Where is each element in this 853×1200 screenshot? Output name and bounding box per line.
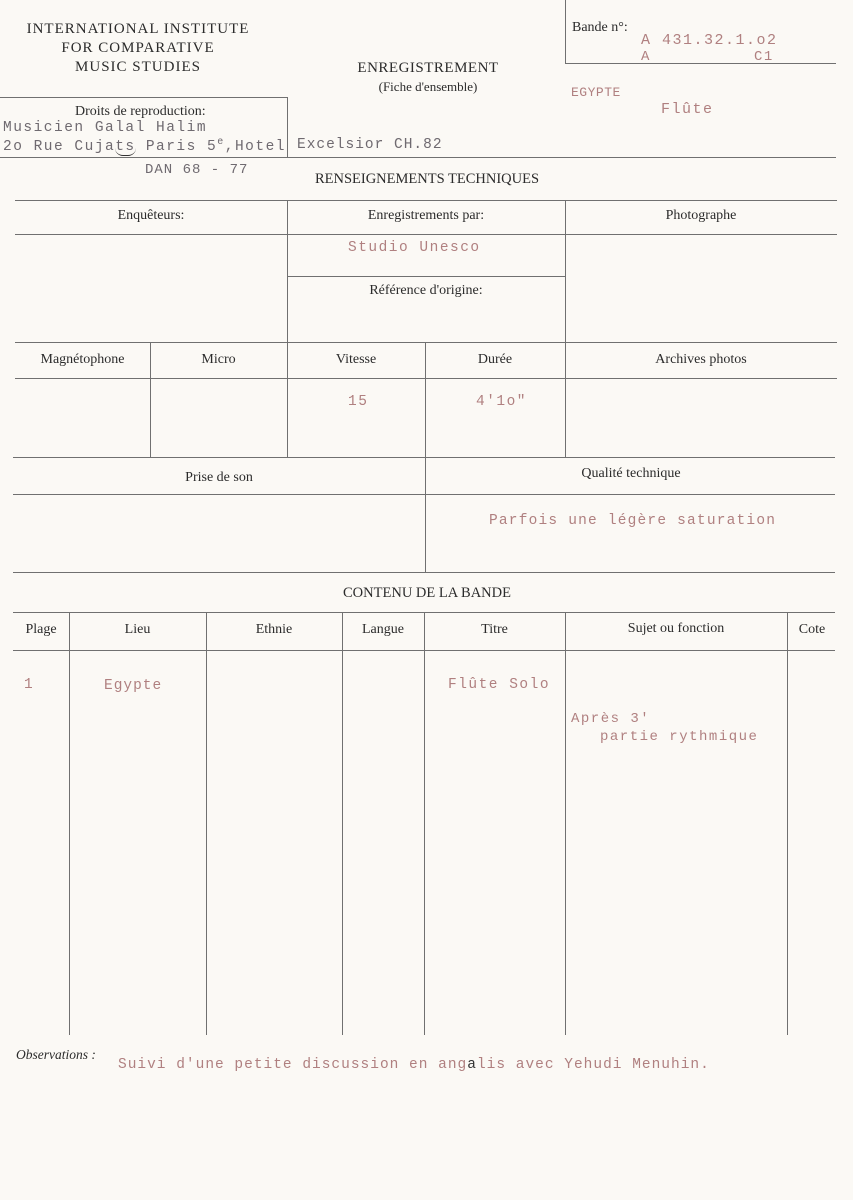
duree-value: 4'1o" bbox=[476, 394, 528, 410]
institute-line-3: MUSIC STUDIES bbox=[75, 59, 201, 75]
magnetophone-label: Magnétophone bbox=[40, 352, 125, 367]
reference-label: Référence d'origine: bbox=[369, 283, 483, 298]
tech-line-5 bbox=[13, 457, 835, 458]
observations-text-end: lis avec Yehudi Menuhin. bbox=[476, 1057, 710, 1073]
bande-sub-right: C1 bbox=[754, 49, 774, 65]
micro-label: Micro bbox=[201, 352, 236, 367]
qualite-value: Parfois une légère saturation bbox=[489, 513, 777, 529]
row-lieu: Egypte bbox=[104, 678, 163, 694]
col-titre: Titre bbox=[481, 622, 508, 637]
prise-de-son-label: Prise de son bbox=[185, 470, 253, 485]
tech-line-6 bbox=[13, 494, 835, 495]
country: EGYPTE bbox=[571, 85, 621, 100]
institute-line-1: INTERNATIONAL INSTITUTE bbox=[26, 21, 250, 37]
enregistrements-value: Studio Unesco bbox=[348, 240, 481, 256]
contents-vline-2 bbox=[206, 612, 207, 1035]
contents-section-title: CONTENU DE LA BANDE bbox=[343, 585, 511, 601]
bande-box-bottom-border bbox=[565, 63, 836, 64]
bande-label: Bande n°: bbox=[572, 20, 628, 35]
col-cote: Cote bbox=[798, 622, 826, 637]
enqueteurs-label: Enquêteurs: bbox=[117, 208, 185, 223]
rights-line-2-start: 2o Rue Cuja bbox=[3, 138, 116, 155]
rights-label: Droits de reproduction: bbox=[75, 104, 206, 119]
tech-line-2 bbox=[15, 234, 837, 235]
contents-vline-6 bbox=[787, 612, 788, 1035]
vitesse-label: Vitesse bbox=[335, 352, 377, 367]
qualite-label: Qualité technique bbox=[581, 466, 681, 481]
rights-line-1: Musicien Galal Halim bbox=[3, 120, 208, 136]
rights-line-2 bbox=[3, 137, 286, 155]
col-sujet: Sujet ou fonction bbox=[627, 621, 725, 636]
institute-line-2: FOR COMPARATIVE bbox=[61, 40, 215, 56]
dan-reference: DAN 68 - 77 bbox=[145, 162, 249, 178]
enregistrements-label: Enregistrements par: bbox=[367, 208, 485, 223]
rights-line-2-continued: Excelsior CH.82 bbox=[297, 137, 443, 153]
row-sujet-line-1: Après 3' bbox=[571, 711, 651, 727]
tech-line-4 bbox=[15, 378, 837, 379]
contents-vline-3 bbox=[342, 612, 343, 1035]
bande-number: A 431.32.1.o2 bbox=[641, 32, 778, 49]
col-langue: Langue bbox=[362, 622, 404, 637]
observations-label: Observations : bbox=[16, 1047, 96, 1062]
archives-photos-label: Archives photos bbox=[655, 352, 747, 367]
contents-vline-5 bbox=[565, 612, 566, 1035]
photographe-label: Photographe bbox=[665, 208, 737, 223]
contents-vline-4 bbox=[424, 612, 425, 1035]
rights-line-2-end: ,Hotel bbox=[224, 138, 286, 155]
technical-section-title: RENSEIGNEMENTS TECHNIQUES bbox=[314, 171, 540, 187]
bande-sub-left: A bbox=[641, 49, 651, 65]
row-plage: 1 bbox=[24, 677, 35, 693]
col-plage: Plage bbox=[25, 622, 57, 637]
rights-bottom-border bbox=[0, 157, 836, 158]
rights-superscript: e bbox=[217, 137, 225, 148]
card-subtitle: (Fiche d'ensemble) bbox=[378, 79, 478, 94]
observations-text-start: Suivi d'une petite discussion en ang bbox=[118, 1057, 468, 1073]
rights-line-2-mid: Paris 5 bbox=[135, 138, 218, 155]
card-title: ENREGISTREMENT bbox=[357, 60, 499, 76]
rights-handwritten-correction: ts bbox=[115, 138, 136, 155]
duree-label: Durée bbox=[477, 352, 513, 367]
tech-line-7 bbox=[13, 572, 835, 573]
row-titre: Flûte Solo bbox=[448, 677, 551, 693]
observations-text bbox=[118, 1057, 710, 1073]
observations-handwritten-correction: a bbox=[467, 1057, 477, 1073]
tech-inner-line bbox=[287, 276, 565, 277]
tech-line-1 bbox=[15, 200, 837, 201]
vitesse-value: 15 bbox=[348, 394, 369, 410]
bande-box-left-border bbox=[565, 0, 566, 63]
instrument: Flûte bbox=[661, 101, 714, 118]
col-lieu: Lieu bbox=[124, 622, 151, 637]
institute-name bbox=[0, 20, 276, 77]
contents-vline-1 bbox=[69, 612, 70, 1035]
tech-line-3 bbox=[15, 342, 837, 343]
col-ethnie: Ethnie bbox=[255, 622, 293, 637]
rights-right-border bbox=[287, 97, 288, 157]
rights-top-border bbox=[0, 97, 287, 98]
row-sujet-line-2: partie rythmique bbox=[600, 729, 759, 745]
